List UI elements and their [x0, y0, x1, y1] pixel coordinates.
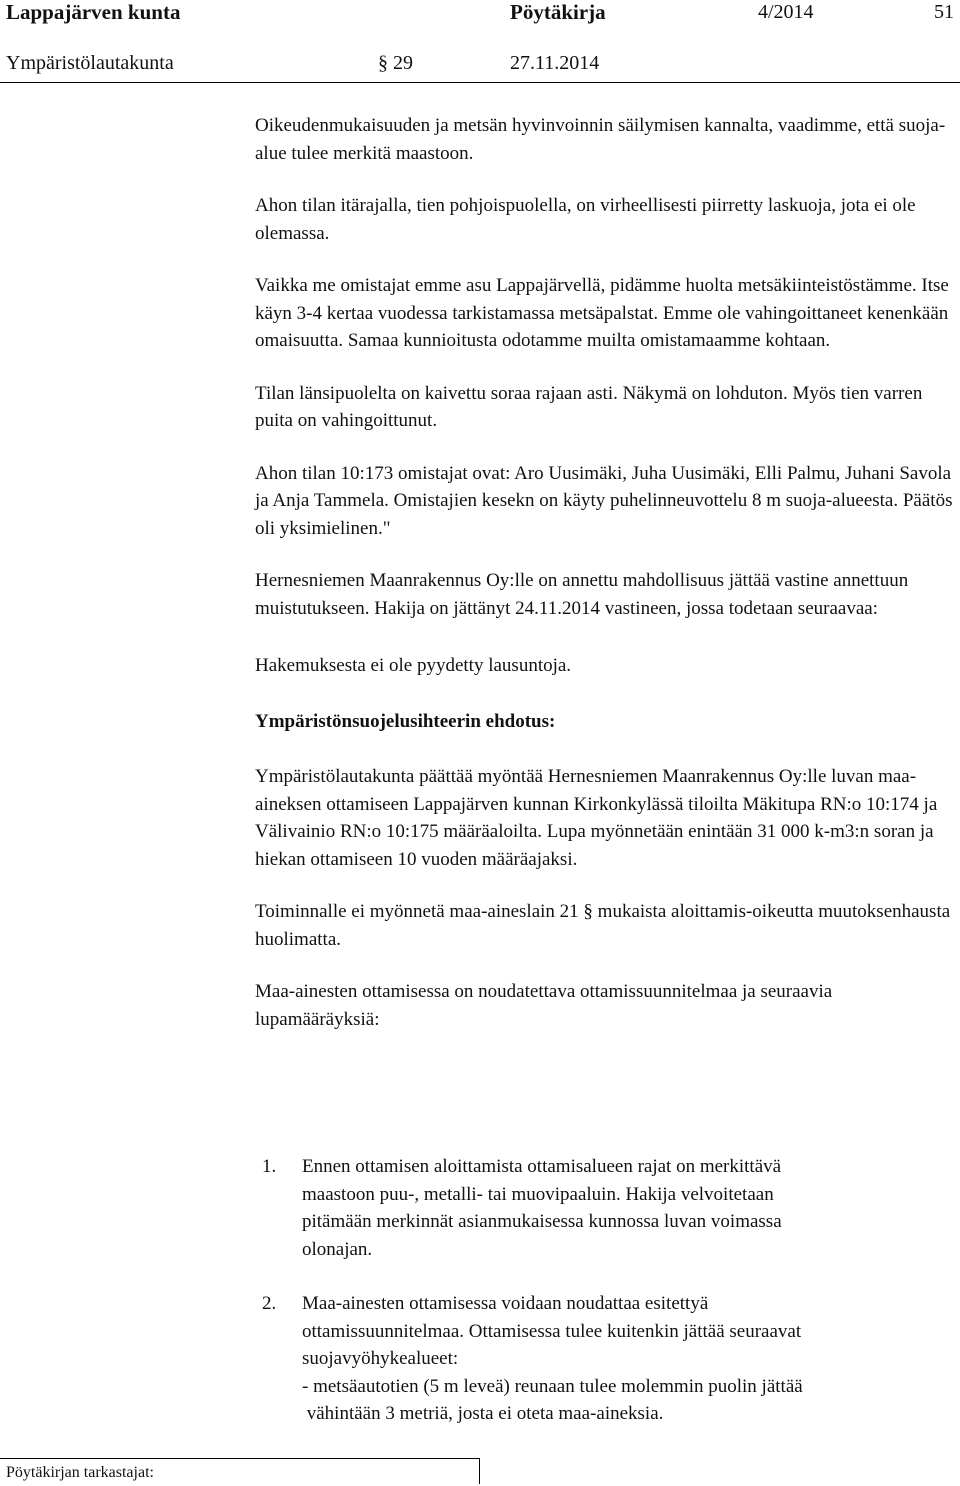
- paragraph: Vaikka me omistajat emme asu Lappajärvellä, pidämme huolta metsäkiinteistöstämme. Itse käyn 3-4 kertaa vuodessa tarkistamassa metsäpalstat. Emme ole vahingoittaneet kenenkään omaisuutta. Samaa kunnioitusta odotamme muilta omistamaamme kohtaan.: [255, 275, 949, 351]
- proposal-heading: Ympäristönsuojelusihteerin ehdotus:: [255, 710, 556, 732]
- page-number: 51: [934, 1, 954, 23]
- list-line: Ennen ottamisen aloittamista ottamisalueen rajat on merkittävä: [302, 1156, 782, 1177]
- doc-number: 4/2014: [758, 1, 814, 23]
- proposal-paragraph: Maa-ainesten ottamisessa on noudatettava ottamissuunnitelmaa ja seuraavia lupamääräyksiä:: [255, 981, 833, 1030]
- list-line: Maa-ainesten ottamisessa voidaan noudattaa esitettyä: [302, 1293, 709, 1314]
- paragraph: Ahon tilan itärajalla, tien pohjoispuolella, on virheellisesti piirretty laskuoja, jota ei ole olemassa.: [255, 195, 916, 244]
- meeting-date: 27.11.2014: [510, 52, 600, 74]
- doc-type: Pöytäkirja: [510, 0, 606, 24]
- list-line: maastoon puu-, metalli- tai muovipaaluin. Hakija velvoitetaan: [302, 1183, 774, 1205]
- list-line: vähintään 3 metriä, josta ei oteta maa-aineksia.: [302, 1403, 664, 1424]
- section-number: § 29: [378, 52, 413, 74]
- list-number: 2.: [262, 1293, 277, 1314]
- proposal-paragraph: Ympäristölautakunta päättää myöntää Hernesniemen Maanrakennus Oy:lle luvan maa-aineksen ottamiseen Lappajärven kunnan Kirkonkylässä tiloilta Mäkitupa RN:o 10:174 ja Välivainio RN:o 10:175 määräaloilta. Lupa myönnetään enintään 31 000 k-m3:n soran ja hiekan ottamiseen 10 vuoden määräajaksi.: [255, 766, 938, 870]
- list-line: - metsäautotien (5 m leveä) reunaan tulee molemmin puolin jättää: [302, 1375, 803, 1397]
- paragraph: Oikeudenmukaisuuden ja metsän hyvinvoinnin säilymisen kannalta, vaadimme, että suoja-alue tulee merkitä maastoon.: [255, 115, 946, 164]
- paragraph: Ahon tilan 10:173 omistajat ovat: Aro Uusimäki, Juha Uusimäki, Elli Palmu, Juhani Savola ja Anja Tammela. Omistajien kesekn on käyty puhelinneuvottelu 8 m suoja-alueesta. Päätös oli yksimielinen.": [255, 462, 953, 539]
- list-line: pitämään merkinnät asianmukaisessa kunnossa luvan voimassa: [302, 1211, 782, 1232]
- org-name: Lappajärven kunta: [6, 0, 181, 24]
- proposal-paragraph: Toiminnalle ei myönnetä maa-aineslain 21 § mukaista aloittamis-oikeutta muutoksenhausta huolimatta.: [255, 901, 951, 950]
- footer-label: Pöytäkirjan tarkastajat:: [6, 1464, 154, 1481]
- paragraph: Hakemuksesta ei ole pyydetty lausuntoja.: [255, 655, 572, 676]
- list-line: suojavyöhykealueet:: [302, 1348, 459, 1369]
- list-text: [302, 1153, 942, 1263]
- header-divider: [0, 82, 960, 83]
- paragraph: Tilan länsipuolelta on kaivettu soraa rajaan asti. Näkymä on lohduton. Myös tien varren puita on vahingoittunut.: [255, 382, 923, 431]
- list-text: [302, 1290, 942, 1428]
- list-line: ottamissuunnitelmaa. Ottamisessa tulee kuitenkin jättää seuraavat: [302, 1320, 802, 1342]
- document-body: [255, 112, 955, 1033]
- list-line: olonajan.: [302, 1238, 373, 1260]
- section-value: 29: [393, 52, 413, 74]
- committee-name: Ympäristölautakunta: [6, 52, 174, 74]
- paragraph: Hernesniemen Maanrakennus Oy:lle on annettu mahdollisuus jättää vastine annettuun muistutukseen. Hakija on jättänyt 24.11.2014 vastineen, jossa todetaan seuraavaa:: [255, 570, 909, 619]
- list-number: 1.: [262, 1156, 277, 1177]
